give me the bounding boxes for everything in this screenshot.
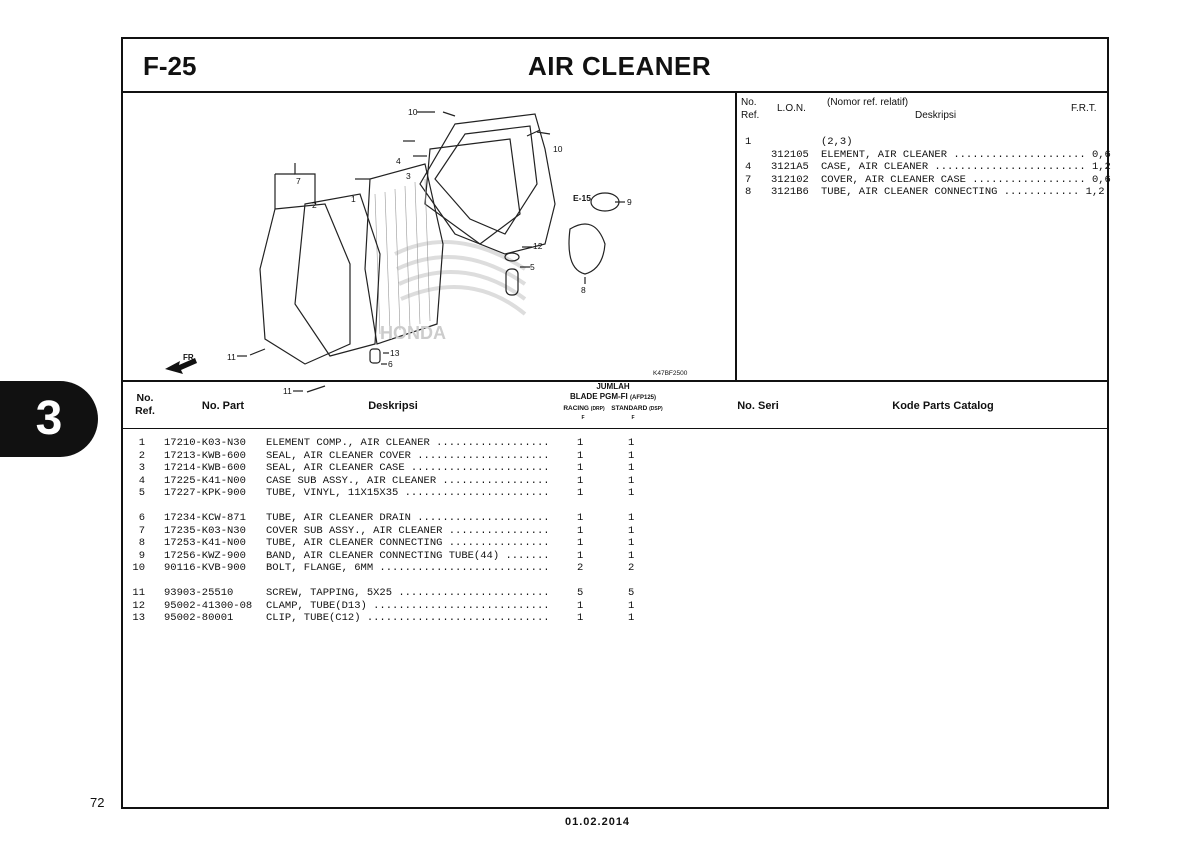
- parts-part: 17256-KWZ-900: [164, 549, 246, 562]
- lon-lon: 3121B6: [771, 186, 809, 198]
- lon-head-no: No.: [741, 97, 757, 108]
- model-name: BLADE PGM-FI: [569, 392, 628, 401]
- parts-ref: 6: [138, 512, 145, 524]
- parts-table-header-divider: [123, 428, 1107, 429]
- parts-head-ref: Ref.: [135, 405, 155, 417]
- front-label: FR.: [183, 353, 196, 362]
- parts-ref: 2: [138, 449, 145, 462]
- parts-desc: COVER SUB ASSY., AIR CLEANER ................: [266, 524, 550, 537]
- parts-ref: 12: [132, 599, 145, 612]
- parts-racing: 1: [577, 612, 584, 624]
- page-title: AIR CLEANER: [528, 51, 712, 81]
- lon-head-desc-top: (Nomor ref. relatif): [827, 97, 909, 108]
- lon-desc: CASE, AIR CLEANER ........................ 1,2: [821, 161, 1111, 173]
- parts-standard: 1: [628, 462, 635, 474]
- callout-6: 6: [388, 359, 393, 369]
- parts-head-desc: Deskripsi: [368, 400, 418, 412]
- parts-part: 17253-K41-N00: [164, 537, 246, 549]
- parts-ref: 9: [138, 549, 145, 562]
- parts-desc: SCREW, TAPPING, 5X25 ........................: [266, 587, 550, 599]
- lon-head-lon: L.O.N.: [777, 103, 806, 114]
- parts-head-seri: No. Seri: [737, 400, 779, 412]
- racing-code: (DRP): [590, 406, 605, 412]
- parts-ref: 8: [138, 537, 145, 549]
- parts-racing: 1: [577, 512, 584, 524]
- parts-part: 17210-K03-N30: [164, 437, 246, 449]
- parts-desc: TUBE, VINYL, 11X15X35 .......................: [266, 487, 550, 499]
- parts-part: 17227-KPK-900: [164, 487, 246, 499]
- parts-ref: 3: [138, 462, 145, 474]
- callout-e15: E-15: [573, 193, 591, 203]
- parts-ref: 13: [132, 612, 145, 624]
- parts-head-racing: [559, 405, 609, 412]
- parts-part: 17234-KCW-871: [164, 512, 246, 524]
- parts-part: 95002-80001: [164, 612, 234, 624]
- parts-ref: 4: [138, 474, 145, 487]
- callout-13: 13: [390, 348, 400, 358]
- lon-lon: 312105: [771, 148, 809, 161]
- parts-standard: 1: [628, 524, 635, 537]
- section-tab: 3: [0, 381, 98, 457]
- callout-10b: 10: [553, 144, 563, 154]
- parts-head-part: No. Part: [201, 400, 245, 412]
- parts-desc: ELEMENT COMP., AIR CLEANER ..................: [266, 437, 550, 449]
- air-cleaner-cover-shape: [260, 204, 350, 364]
- parts-head-f2: F: [631, 415, 635, 421]
- parts-racing: 1: [577, 549, 584, 562]
- parts-standard: 1: [628, 549, 635, 562]
- parts-part: 17214-KWB-600: [164, 462, 246, 474]
- parts-ref: 10: [132, 562, 145, 574]
- parts-ref: 7: [138, 524, 145, 537]
- lon-no: 4: [745, 161, 752, 173]
- parts-standard: 1: [628, 449, 635, 462]
- parts-head-standard: [607, 405, 667, 412]
- callout-8: 8: [581, 285, 586, 295]
- model-code: (AFP125): [630, 395, 657, 401]
- header-divider: [123, 91, 1107, 93]
- parts-part: 17225-K41-N00: [164, 474, 246, 487]
- racing-label: RACING: [563, 405, 589, 412]
- lon-desc: TUBE, AIR CLEANER CONNECTING ............ 1,2: [821, 186, 1105, 198]
- lon-no: 1: [745, 136, 752, 148]
- parts-part: 93903-25510: [164, 587, 234, 599]
- callout-10a: 10: [408, 107, 418, 117]
- parts-part: 17213-KWB-600: [164, 449, 246, 462]
- callout-11a: 11: [227, 352, 236, 362]
- parts-desc: CLAMP, TUBE(D13) ............................: [266, 599, 550, 612]
- callout-9: 9: [627, 197, 632, 207]
- parts-racing: 1: [577, 437, 584, 449]
- diagram-code: K47BF2500: [653, 370, 688, 377]
- parts-racing: 2: [577, 562, 584, 574]
- parts-racing: 1: [577, 449, 584, 462]
- lon-lon: 3121A5: [771, 161, 809, 173]
- parts-desc: TUBE, AIR CLEANER DRAIN .....................: [266, 512, 550, 524]
- band-shape: [591, 193, 619, 211]
- parts-ref: 11: [132, 587, 145, 599]
- callout-7: 7: [296, 176, 301, 186]
- parts-standard: 1: [628, 437, 635, 449]
- parts-part: 90116-KVB-900: [164, 562, 246, 574]
- callout-11b: 11: [283, 386, 292, 396]
- parts-standard: 1: [628, 612, 635, 624]
- section-code: F-25: [143, 51, 197, 81]
- lon-no: 8: [745, 186, 752, 198]
- callout-2: 2: [312, 200, 317, 210]
- connecting-tube-shape: [569, 224, 605, 274]
- callout-5: 5: [530, 262, 535, 272]
- lon-lon: 312102: [771, 173, 809, 186]
- callout-4: 4: [396, 156, 401, 166]
- parts-desc: BAND, AIR CLEANER CONNECTING TUBE(44) .......: [266, 549, 550, 562]
- parts-head-model: [553, 392, 673, 401]
- parts-standard: 1: [628, 599, 635, 612]
- standard-label: STANDARD: [611, 405, 648, 412]
- parts-desc: CASE SUB ASSY., AIR CLEANER .................: [266, 474, 550, 487]
- parts-ref: 1: [138, 437, 145, 449]
- parts-head-f1: F: [581, 415, 585, 421]
- parts-desc: SEAL, AIR CLEANER CASE ......................: [266, 462, 550, 474]
- lon-desc: ELEMENT, AIR CLEANER ..................... 0,6: [821, 148, 1111, 161]
- parts-standard: 5: [628, 587, 635, 599]
- parts-racing: 1: [577, 599, 584, 612]
- lon-desc: (2,3): [821, 136, 853, 148]
- parts-standard: 1: [628, 537, 635, 549]
- parts-racing: 5: [577, 587, 584, 599]
- standard-code: (DSP): [649, 406, 663, 412]
- parts-desc: TUBE, AIR CLEANER CONNECTING ................: [266, 537, 550, 549]
- parts-racing: 1: [577, 537, 584, 549]
- callout-3: 3: [406, 171, 411, 181]
- page-number: 72: [90, 795, 105, 810]
- lon-head-desc: Deskripsi: [915, 110, 957, 121]
- parts-standard: 1: [628, 512, 635, 524]
- lon-table: [737, 94, 1111, 380]
- parts-part: 95002-41300-08: [164, 599, 253, 612]
- callout-1: 1: [351, 194, 356, 204]
- parts-desc: SEAL, AIR CLEANER COVER .....................: [266, 449, 550, 462]
- parts-racing: 1: [577, 474, 584, 487]
- parts-ref: 5: [138, 487, 145, 499]
- parts-standard: 2: [628, 562, 635, 574]
- parts-desc: CLIP, TUBE(C12) .............................: [266, 612, 550, 624]
- lon-head-ref: Ref.: [741, 110, 760, 121]
- lon-desc: COVER, AIR CLEANER CASE .................. 0,6: [821, 173, 1111, 186]
- parts-head-jumlah: JUMLAH: [596, 382, 630, 391]
- callout-12: 12: [533, 241, 543, 251]
- parts-head-no: No.: [136, 392, 154, 404]
- parts-desc: BOLT, FLANGE, 6MM ...........................: [266, 562, 550, 574]
- parts-racing: 1: [577, 524, 584, 537]
- parts-part: 17235-K03-N30: [164, 524, 246, 537]
- lon-no: 7: [745, 173, 752, 186]
- parts-racing: 1: [577, 487, 584, 499]
- footer-date: 01.02.2014: [565, 816, 631, 828]
- parts-head-catalog: Kode Parts Catalog: [892, 400, 994, 412]
- honda-watermark: HONDA: [380, 323, 446, 343]
- lon-head-frt: F.R.T.: [1071, 103, 1097, 114]
- parts-racing: 1: [577, 462, 584, 474]
- catalog-page-frame: [121, 37, 1109, 809]
- parts-standard: 1: [628, 487, 635, 499]
- parts-standard: 1: [628, 474, 635, 487]
